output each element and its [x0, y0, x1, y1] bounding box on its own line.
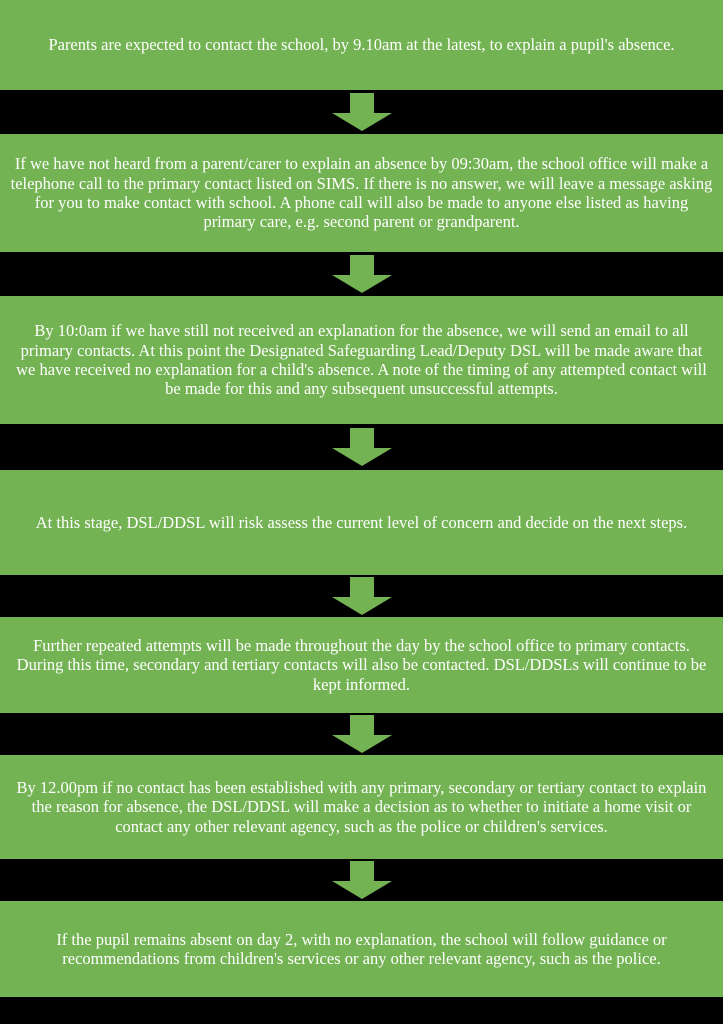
flowchart-step-6-text: By 12.00pm if no contact has been established with any primary, secondary or tertiary contact to explain the reason for absence, the DSL/DDSL will make a decision as to whether to initiate a home visit or contact any other relevant agency, such as the police or children's services.: [16, 777, 707, 836]
flowchart-connector-5: [0, 713, 723, 755]
down-arrow-icon: [332, 255, 392, 293]
flowchart-connector-6: [0, 859, 723, 901]
flowchart-step-2: [0, 134, 723, 252]
flowchart-step-4-text: At this stage, DSL/DDSL will risk assess the current level of concern and decide on the next steps.: [35, 512, 688, 532]
flowchart-step-2-text: If we have not heard from a parent/carer to explain an absence by 09:30am, the school office will make a telephone call to the primary contact listed on SIMS. If there is no answer, we will leave a message asking for you to make contact with school. A phone call will also be made to anyone else listed as having primary care, e.g. second parent or grandparent.: [10, 154, 713, 232]
flowchart-connector-4: [0, 575, 723, 617]
flowchart-step-3: [0, 296, 723, 424]
down-arrow-icon: [332, 93, 392, 131]
flowchart-step-6: [0, 755, 723, 859]
flowchart-step-3-text: By 10:0am if we have still not received an explanation for the absence, we will send an email to all primary contacts. At this point the Designated Safeguarding Lead/Deputy DSL will be made aware that we have received no explanation for a child's absence. A note of the timing of any attempted contact will be made for this and any subsequent unsuccessful attempts.: [16, 321, 707, 399]
flowchart-step-5: [0, 617, 723, 713]
down-arrow-icon: [332, 428, 392, 466]
flowchart-step-4: [0, 470, 723, 575]
down-arrow-icon: [332, 577, 392, 615]
flowchart-connector-3: [0, 424, 723, 470]
flowchart-connector-1: [0, 90, 723, 134]
flowchart-step-7: [0, 901, 723, 997]
flowchart-step-5-text: Further repeated attempts will be made throughout the day by the school office to primary contacts. During this time, secondary and tertiary contacts will also be contacted. DSL/DDSLs will continue to be kept informed.: [16, 635, 707, 694]
down-arrow-icon: [332, 861, 392, 899]
flowchart-step-7-text: If the pupil remains absent on day 2, with no explanation, the school will follow guidance or recommendations from children's services or any other relevant agency, such as the police.: [56, 929, 667, 968]
flowchart-step-1: [0, 0, 723, 90]
flowchart-step-1-text: Parents are expected to contact the school, by 9.10am at the latest, to explain a pupil's absence.: [48, 35, 675, 55]
down-arrow-icon: [332, 715, 392, 753]
flowchart-connector-2: [0, 252, 723, 296]
